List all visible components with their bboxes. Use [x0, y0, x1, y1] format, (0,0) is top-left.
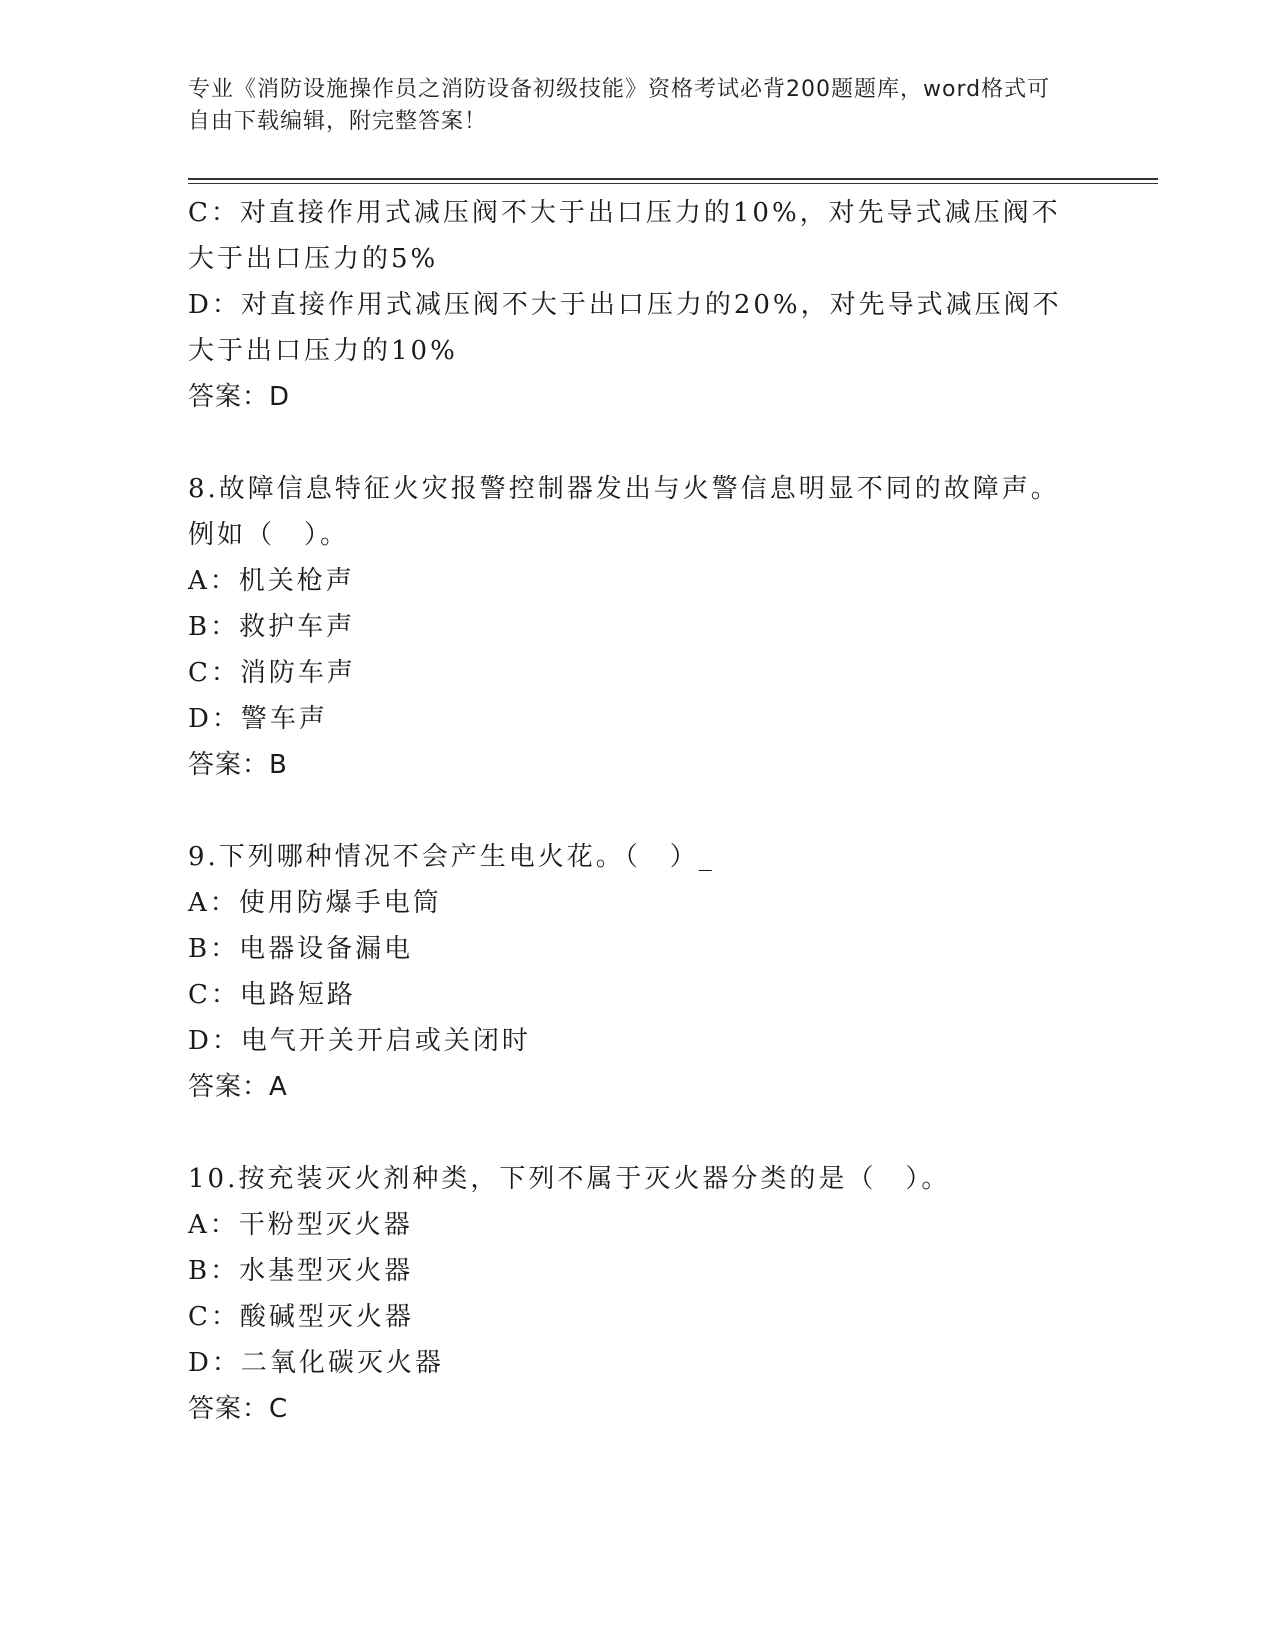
option-c: C：酸碱型灭火器 — [188, 1302, 414, 1332]
answer: 答案：D — [188, 382, 291, 412]
option-d: D：对直接作用式减压阀不大于出口压力的20%，对先导式减压阀不大于出口压力的10% — [188, 290, 1062, 366]
option-d: D：电气开关开启或关闭时 — [188, 1026, 531, 1056]
question-stem: 8.故障信息特征火灾报警控制器发出与火警信息明显不同的故障声。例如（ ）。 — [188, 474, 1060, 550]
option-b: B：水基型灭火器 — [188, 1256, 414, 1286]
question-8 — [188, 466, 1068, 788]
header-divider — [188, 178, 1158, 184]
answer: 答案：B — [188, 750, 288, 780]
document-header: 专业《消防设施操作员之消防设备初级技能》资格考试必背200题题库，word格式可自由下载编辑，附完整答案！ — [188, 77, 1051, 134]
question-9 — [188, 834, 1068, 1110]
question-stem: 10.按充装灭火剂种类，下列不属于灭火器分类的是（ ）。 — [188, 1164, 951, 1194]
option-b: B：电器设备漏电 — [188, 934, 414, 964]
option-a: A：机关枪声 — [188, 566, 355, 596]
answer: 答案：A — [188, 1072, 288, 1102]
question-10 — [188, 1156, 1068, 1432]
option-b: B：救护车声 — [188, 612, 356, 642]
question-7-continued — [188, 190, 1068, 420]
option-c: C：消防车声 — [188, 658, 356, 688]
option-d: D：二氧化碳灭火器 — [188, 1348, 444, 1378]
spacer — [188, 788, 1068, 834]
spacer — [188, 420, 1068, 466]
option-c: C：电路短路 — [188, 980, 356, 1010]
question-stem: 9.下列哪种情况不会产生电火花。（ ）_ — [188, 842, 715, 872]
answer: 答案：C — [188, 1394, 289, 1424]
option-d: D：警车声 — [188, 704, 328, 734]
option-a: A：干粉型灭火器 — [188, 1210, 413, 1240]
option-c: C：对直接作用式减压阀不大于出口压力的10%，对先导式减压阀不大于出口压力的5% — [188, 198, 1061, 274]
question-list — [188, 190, 1068, 1432]
option-a: A：使用防爆手电筒 — [188, 888, 442, 918]
spacer — [188, 1110, 1068, 1156]
